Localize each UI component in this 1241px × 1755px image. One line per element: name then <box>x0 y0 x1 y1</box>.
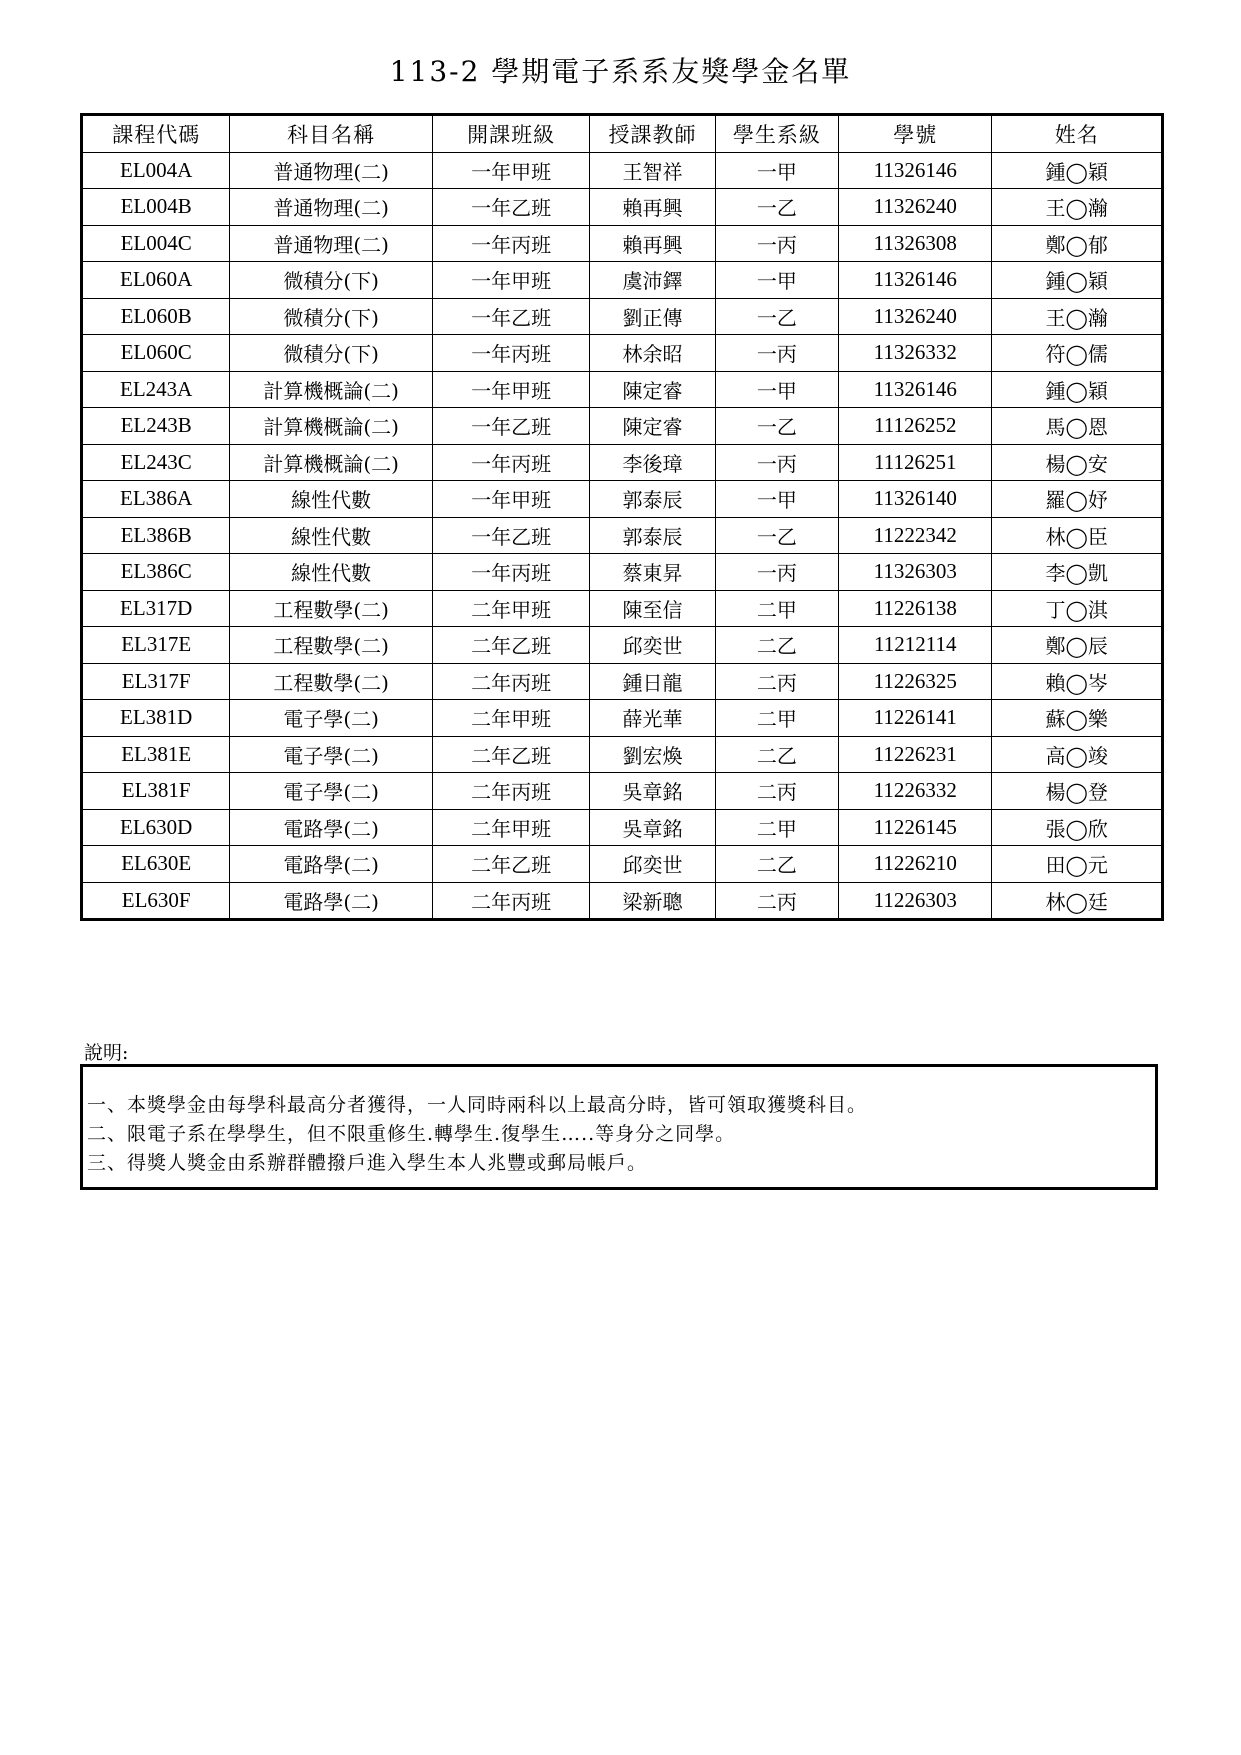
table-header-row <box>82 115 1163 153</box>
cell-student-id: 11326140 <box>839 481 992 518</box>
cell-course-code: EL381E <box>82 736 230 773</box>
cell-student-name: 賴◯岑 <box>992 663 1163 700</box>
cell-class: 二年丙班 <box>432 773 589 810</box>
cell-course-code: EL004C <box>82 225 230 262</box>
cell-student-name: 馬◯恩 <box>992 408 1163 445</box>
cell-subject-name: 普通物理(二) <box>230 152 433 189</box>
cell-student-name: 楊◯登 <box>992 773 1163 810</box>
cell-class: 一年甲班 <box>432 371 589 408</box>
header-class: 開課班級 <box>432 115 589 153</box>
table-row <box>82 736 1163 773</box>
cell-student-id: 11226231 <box>839 736 992 773</box>
cell-student-grade: 一丙 <box>715 335 838 372</box>
cell-subject-name: 線性代數 <box>230 517 433 554</box>
cell-teacher: 吳章銘 <box>590 773 715 810</box>
cell-class: 一年乙班 <box>432 298 589 335</box>
cell-teacher: 賴再興 <box>590 189 715 226</box>
cell-student-grade: 二甲 <box>715 809 838 846</box>
scholarship-table <box>80 113 1164 921</box>
cell-course-code: EL243A <box>82 371 230 408</box>
cell-student-grade: 一乙 <box>715 298 838 335</box>
table-row <box>82 225 1163 262</box>
table-row <box>82 590 1163 627</box>
cell-student-grade: 二丙 <box>715 663 838 700</box>
cell-student-id: 11126251 <box>839 444 992 481</box>
cell-student-name: 丁◯淇 <box>992 590 1163 627</box>
cell-student-grade: 一甲 <box>715 371 838 408</box>
cell-class: 二年乙班 <box>432 736 589 773</box>
note-line-1: 一、本獎學金由每學科最高分者獲得，一人同時兩科以上最高分時，皆可領取獲獎科目。 <box>87 1094 868 1116</box>
table-row <box>82 627 1163 664</box>
table-row <box>82 335 1163 372</box>
table-row <box>82 663 1163 700</box>
table-row <box>82 189 1163 226</box>
cell-course-code: EL317D <box>82 590 230 627</box>
table-row <box>82 444 1163 481</box>
cell-class: 二年甲班 <box>432 809 589 846</box>
cell-course-code: EL004B <box>82 189 230 226</box>
cell-subject-name: 工程數學(二) <box>230 590 433 627</box>
table-row <box>82 846 1163 883</box>
cell-class: 二年乙班 <box>432 627 589 664</box>
table-row <box>82 517 1163 554</box>
cell-teacher: 邱奕世 <box>590 846 715 883</box>
header-teacher: 授課教師 <box>590 115 715 153</box>
cell-student-id: 11222342 <box>839 517 992 554</box>
cell-student-name: 李◯凱 <box>992 554 1163 591</box>
cell-student-grade: 一甲 <box>715 262 838 299</box>
cell-student-name: 林◯臣 <box>992 517 1163 554</box>
cell-class: 二年甲班 <box>432 590 589 627</box>
cell-student-grade: 二丙 <box>715 882 838 920</box>
cell-subject-name: 微積分(下) <box>230 335 433 372</box>
cell-subject-name: 工程數學(二) <box>230 627 433 664</box>
cell-student-name: 楊◯安 <box>992 444 1163 481</box>
cell-teacher: 吳章銘 <box>590 809 715 846</box>
cell-student-grade: 二甲 <box>715 590 838 627</box>
header-student-name: 姓名 <box>992 115 1163 153</box>
cell-class: 一年乙班 <box>432 408 589 445</box>
cell-student-id: 11226303 <box>839 882 992 920</box>
cell-subject-name: 電子學(二) <box>230 773 433 810</box>
cell-teacher: 陳至信 <box>590 590 715 627</box>
header-student-id: 學號 <box>839 115 992 153</box>
notes-label: 說明: <box>84 1042 129 1064</box>
cell-student-name: 鍾◯穎 <box>992 152 1163 189</box>
cell-student-id: 11326146 <box>839 262 992 299</box>
cell-student-grade: 二甲 <box>715 700 838 737</box>
cell-student-name: 張◯欣 <box>992 809 1163 846</box>
cell-student-name: 王◯瀚 <box>992 189 1163 226</box>
table-row <box>82 882 1163 920</box>
cell-teacher: 林余昭 <box>590 335 715 372</box>
cell-course-code: EL060B <box>82 298 230 335</box>
cell-subject-name: 線性代數 <box>230 481 433 518</box>
cell-course-code: EL630E <box>82 846 230 883</box>
table-row <box>82 700 1163 737</box>
cell-course-code: EL381F <box>82 773 230 810</box>
table-row <box>82 262 1163 299</box>
cell-course-code: EL386B <box>82 517 230 554</box>
cell-student-id: 11226141 <box>839 700 992 737</box>
cell-course-code: EL004A <box>82 152 230 189</box>
cell-subject-name: 普通物理(二) <box>230 189 433 226</box>
cell-teacher: 劉宏煥 <box>590 736 715 773</box>
cell-student-grade: 一乙 <box>715 517 838 554</box>
notes-box <box>80 1064 1158 1190</box>
cell-teacher: 邱奕世 <box>590 627 715 664</box>
cell-teacher: 賴再興 <box>590 225 715 262</box>
cell-student-id: 11326303 <box>839 554 992 591</box>
cell-student-grade: 二乙 <box>715 627 838 664</box>
cell-student-grade: 一乙 <box>715 189 838 226</box>
cell-course-code: EL317F <box>82 663 230 700</box>
cell-teacher: 梁新聰 <box>590 882 715 920</box>
table-row <box>82 408 1163 445</box>
table-row <box>82 298 1163 335</box>
cell-class: 二年乙班 <box>432 846 589 883</box>
cell-student-grade: 一甲 <box>715 152 838 189</box>
cell-student-grade: 一丙 <box>715 444 838 481</box>
cell-subject-name: 電路學(二) <box>230 809 433 846</box>
cell-subject-name: 計算機概論(二) <box>230 444 433 481</box>
cell-class: 一年丙班 <box>432 444 589 481</box>
cell-class: 二年丙班 <box>432 663 589 700</box>
cell-teacher: 蔡東昇 <box>590 554 715 591</box>
cell-student-name: 鄭◯辰 <box>992 627 1163 664</box>
cell-course-code: EL386A <box>82 481 230 518</box>
cell-class: 二年甲班 <box>432 700 589 737</box>
cell-student-name: 鍾◯穎 <box>992 262 1163 299</box>
cell-class: 一年甲班 <box>432 152 589 189</box>
cell-student-grade: 一乙 <box>715 408 838 445</box>
cell-student-name: 王◯瀚 <box>992 298 1163 335</box>
cell-student-name: 田◯元 <box>992 846 1163 883</box>
cell-subject-name: 電子學(二) <box>230 736 433 773</box>
cell-student-name: 鄭◯郁 <box>992 225 1163 262</box>
cell-student-id: 11226325 <box>839 663 992 700</box>
cell-subject-name: 計算機概論(二) <box>230 408 433 445</box>
cell-student-id: 11226210 <box>839 846 992 883</box>
page-title: 113-2 學期電子系系友獎學金名單 <box>389 55 852 88</box>
table-row <box>82 152 1163 189</box>
cell-course-code: EL243B <box>82 408 230 445</box>
cell-student-name: 蘇◯樂 <box>992 700 1163 737</box>
cell-student-name: 符◯儒 <box>992 335 1163 372</box>
cell-teacher: 王智祥 <box>590 152 715 189</box>
cell-teacher: 薛光華 <box>590 700 715 737</box>
cell-subject-name: 微積分(下) <box>230 298 433 335</box>
cell-student-id: 11226138 <box>839 590 992 627</box>
header-subject-name: 科目名稱 <box>230 115 433 153</box>
cell-subject-name: 電子學(二) <box>230 700 433 737</box>
header-course-code: 課程代碼 <box>82 115 230 153</box>
table-row <box>82 773 1163 810</box>
cell-class: 一年甲班 <box>432 262 589 299</box>
cell-student-id: 11326146 <box>839 371 992 408</box>
cell-student-grade: 一甲 <box>715 481 838 518</box>
cell-student-id: 11326146 <box>839 152 992 189</box>
cell-teacher: 李後璋 <box>590 444 715 481</box>
cell-student-id: 11326240 <box>839 298 992 335</box>
cell-subject-name: 微積分(下) <box>230 262 433 299</box>
cell-student-id: 11126252 <box>839 408 992 445</box>
cell-teacher: 鍾日龍 <box>590 663 715 700</box>
cell-course-code: EL060C <box>82 335 230 372</box>
cell-course-code: EL386C <box>82 554 230 591</box>
table-row <box>82 371 1163 408</box>
cell-teacher: 郭泰辰 <box>590 517 715 554</box>
cell-subject-name: 普通物理(二) <box>230 225 433 262</box>
cell-course-code: EL630D <box>82 809 230 846</box>
cell-class: 一年丙班 <box>432 554 589 591</box>
cell-course-code: EL060A <box>82 262 230 299</box>
note-line-2: 二、限電子系在學學生，但不限重修生.轉學生.復學生…..等身分之同學。 <box>87 1123 736 1145</box>
cell-student-name: 鍾◯穎 <box>992 371 1163 408</box>
note-line-3: 三、得獎人獎金由系辦群體撥戶進入學生本人兆豐或郵局帳戶。 <box>87 1152 648 1174</box>
cell-student-id: 11226145 <box>839 809 992 846</box>
table-row <box>82 554 1163 591</box>
cell-student-grade: 二丙 <box>715 773 838 810</box>
cell-teacher: 郭泰辰 <box>590 481 715 518</box>
cell-class: 一年乙班 <box>432 517 589 554</box>
cell-subject-name: 線性代數 <box>230 554 433 591</box>
cell-student-grade: 一丙 <box>715 554 838 591</box>
cell-student-grade: 一丙 <box>715 225 838 262</box>
cell-student-name: 高◯竣 <box>992 736 1163 773</box>
cell-teacher: 虞沛鐸 <box>590 262 715 299</box>
cell-teacher: 陳定睿 <box>590 408 715 445</box>
cell-student-id: 11326332 <box>839 335 992 372</box>
cell-class: 一年甲班 <box>432 481 589 518</box>
cell-course-code: EL243C <box>82 444 230 481</box>
header-student-grade: 學生系級 <box>715 115 838 153</box>
cell-student-id: 11326240 <box>839 189 992 226</box>
cell-student-name: 羅◯妤 <box>992 481 1163 518</box>
table-row <box>82 809 1163 846</box>
cell-student-id: 11226332 <box>839 773 992 810</box>
cell-student-id: 11326308 <box>839 225 992 262</box>
cell-student-grade: 二乙 <box>715 846 838 883</box>
cell-student-grade: 二乙 <box>715 736 838 773</box>
cell-course-code: EL381D <box>82 700 230 737</box>
cell-teacher: 劉正傳 <box>590 298 715 335</box>
cell-course-code: EL317E <box>82 627 230 664</box>
cell-subject-name: 工程數學(二) <box>230 663 433 700</box>
cell-class: 二年丙班 <box>432 882 589 920</box>
cell-student-name: 林◯廷 <box>992 882 1163 920</box>
cell-class: 一年丙班 <box>432 335 589 372</box>
cell-student-id: 11212114 <box>839 627 992 664</box>
cell-class: 一年乙班 <box>432 189 589 226</box>
cell-teacher: 陳定睿 <box>590 371 715 408</box>
cell-subject-name: 電路學(二) <box>230 846 433 883</box>
table-row <box>82 481 1163 518</box>
cell-subject-name: 計算機概論(二) <box>230 371 433 408</box>
cell-class: 一年丙班 <box>432 225 589 262</box>
cell-course-code: EL630F <box>82 882 230 920</box>
cell-subject-name: 電路學(二) <box>230 882 433 920</box>
